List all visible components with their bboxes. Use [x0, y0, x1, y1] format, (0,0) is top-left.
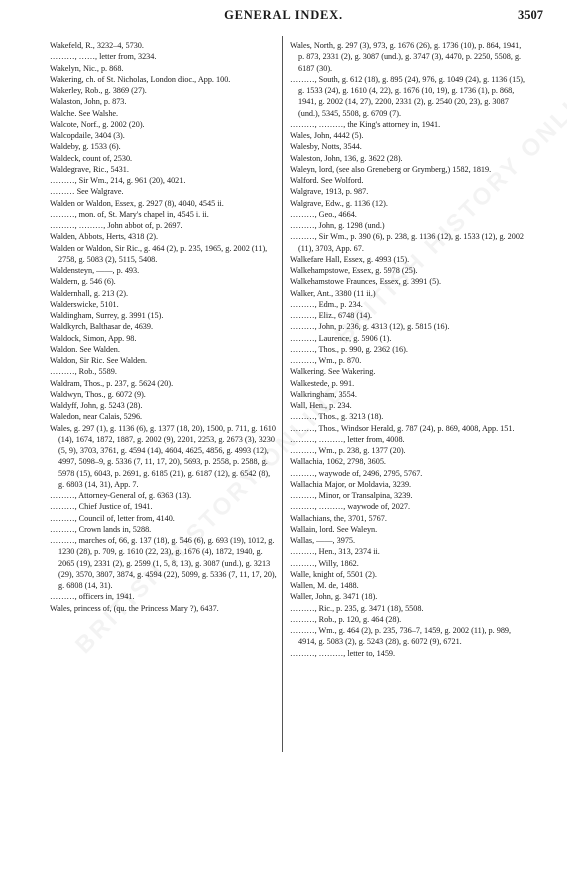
index-entry: Wales, John, 4442 (5). — [290, 131, 364, 140]
index-entry: Waldyff, John, g. 5243 (28). — [50, 401, 143, 410]
index-entry: Walford. See Wolford. — [290, 176, 364, 185]
index-entry: Wallachians, the, 3701, 5767. — [290, 513, 387, 523]
index-entry: Walle, knight of, 5501 (2). — [290, 569, 377, 579]
index-entry: Wakering, ch. of St. Nicholas, London dioc., App. 100. — [50, 74, 231, 84]
index-entry: Waldon, Sir Ric. See Walden. — [50, 356, 147, 365]
index-entry: ………, Crown lands in, 5288. — [50, 524, 152, 534]
index-entry: ………, ……, letter from, 3234. — [50, 52, 157, 62]
index-entry: Walkringham, 3554. — [290, 389, 357, 399]
index-entry: ………, Hen., 313, 2374 ii. — [290, 547, 380, 557]
index-entry: Walkestede, p. 991. — [290, 378, 355, 388]
index-entry: Wallas, ——, 3975. — [290, 536, 356, 545]
index-entry: ………, Sir Wm., p. 390 (6), p. 238, g. 1136 (12), g. 1533 (12), g. 2002 (11), 3703, App. 67. — [290, 232, 525, 253]
index-entry: Waleyn, lord, (see also Greneberg or Grymberg,) 1582, 1819. — [290, 164, 492, 174]
index-entry: ………, marches of, 66, g. 137 (18), g. 546 (6), g. 693 (19), 1012, g. 1230 (28), p. 709, g. 1610 (22, 23), g. 1676 (4), 1872, 1940, g. 2065 (19), 2331 (2), g. 2599 (1, 5, 8, 13), g. 3087 (und.), g. 3213 (29), 3570, 3807, 3874, g. 4594 (22), 5099, g. 5336 (7, 11, 17, 20), g. 6808 (14, 31). — [50, 536, 277, 590]
index-entry: ………, Wm., g. 464 (2), p. 235, 736–7, 1459, g. 2002 (11), p. 989, 4914, g. 5083 (2), g. 5243 (28), g. 6072 (9), 6721. — [290, 626, 512, 647]
index-entry: ………, John, g. 1298 (und.) — [290, 221, 385, 230]
index-entry: Wallen, M. de, 1488. — [290, 581, 359, 590]
index-entry: Walden or Waldon, Sir Ric., g. 464 (2), p. 235, 1965, g. 2002 (11), 2758, g. 5083 (2), 5115, 5408. — [50, 243, 268, 264]
index-entry: Walcote, Norf., g. 2002 (20). — [50, 119, 145, 129]
index-entry: Walkehamstowe Fraunces, Essex, g. 3991 (5). — [290, 277, 441, 287]
index-entry: Wallachia Major, or Moldavia, 3239. — [290, 479, 412, 489]
index-entry: ………, officers in, 1941. — [50, 592, 135, 602]
index-entry: ………, Ric., p. 235, g. 3471 (18), 5508. — [290, 603, 424, 613]
index-entry: Walgrave, 1913, p. 987. — [290, 187, 369, 197]
index-entry: Walgrave, Edw., g. 1136 (12). — [290, 198, 388, 208]
index-entry: Walderswicke, 5101. — [50, 299, 119, 309]
index-entry: ………, Rob., 5589. — [50, 367, 117, 377]
index-entry: Waldock, Simon, App. 98. — [50, 333, 137, 343]
index-entry: ………, Thos., p. 990, g. 2362 (16). — [290, 344, 408, 354]
index-entry: ………, South, g. 612 (18), g. 895 (24), 976, g. 1049 (24), g. 1136 (15), g. 1533 (24), g. 1610 (4, 22), g. 1676 (10, 19), g. 1736 (1), p. 868, 1941, g. 2002 (14, 27), 2200, 2331 (2), g. 2540 (20, 23), g. 3087 (und.), 5345, 5508, g. 6709 (7). — [290, 74, 526, 118]
index-entry: Waldkyrch, Balthasar de, 4639. — [50, 322, 154, 332]
index-entry: Waldensteyn, ——, p. 493. — [50, 266, 140, 275]
index-entry: Walkering. See Wakering. — [290, 367, 376, 377]
page-number: 3507 — [518, 8, 543, 22]
index-entry: Wales, North, g. 297 (3), 973, g. 1676 (26), g. 1736 (10), p. 864, 1941, p. 873, 2331 (2), g. 3087 (und.), g. 3747 (3), 4470, p. 2250, 5508, g. 6187 (30). — [290, 41, 522, 73]
index-entry: ………, ………, the King's attorney in, 1941. — [290, 119, 441, 129]
index-entry: ………, Edm., p. 234. — [290, 299, 363, 309]
index-entry: Waldern, g. 546 (6). — [50, 277, 116, 287]
index-entry: ………, mon. of, St. Mary's chapel in, 4545 i. ii. — [50, 209, 209, 219]
index-entry: Waldeby, g. 1533 (6). — [50, 142, 121, 152]
index-entry: Wall, Hen., p. 234. — [290, 401, 352, 410]
index-entry: ………, ………, letter to, 1459. — [290, 648, 396, 658]
index-entry: Walden, Abbots, Herts, 4318 (2). — [50, 232, 159, 242]
index-entry: Waldwyn, Thos., g. 6072 (9). — [50, 389, 146, 399]
index-entry: Waldon. See Walden. — [50, 344, 120, 354]
index-entry: Walker, Ant., 3380 (11 ii.) — [290, 288, 376, 298]
index-entry: Wakerley, Rob., g. 3869 (27). — [50, 86, 147, 95]
index-entry: Wallachia, 1062, 2798, 3605. — [290, 457, 386, 467]
index-entry: Wales, princess of, (qu. the Princess Mary ?), 6437. — [50, 603, 219, 613]
index-entry: ………, ………, letter from, 4008. — [290, 434, 405, 444]
index-entry: ………, Sir Wm., 214, g. 961 (20), 4021. — [50, 176, 186, 185]
index-entry: ………, Chief Justice of, 1941. — [50, 502, 153, 512]
index-entry: Wales, g. 297 (1), g. 1136 (6), g. 1377 (18, 20), 1500, p. 711, g. 1610 (14), 1674, 1872, 1887, g. 2002 (9), 2201, 2253, g. 2673 (3), 3230 (5, 9), 3703, 3761, g. 4594 (14), 4604, 4625, 4856, g. 4993 (12), 4997, 5098–9, g. 5336 (7, 11, 17, 20), 5693, p. 2558, p. 2588, g. 5978 (15), 6043, p. 2691, g. 6185 (21), g. 6187 (12), g. 6542 (8), g. 6803 (14, 31), App. 7. — [50, 423, 276, 489]
index-entry: Wakelyn, Nic., p. 868. — [50, 63, 124, 73]
index-entry: ………, John, p. 236, g. 4313 (12), g. 5815 (16). — [290, 322, 450, 332]
index-entry: ………, Willy, 1862. — [290, 558, 359, 568]
index-entry: ………, Council of, letter from, 4140. — [50, 513, 175, 523]
index-entry: ………, Thos., Windsor Herald, g. 787 (24), p. 869, 4008, App. 151. — [290, 423, 515, 433]
index-entry: Waller, John, g. 3471 (18). — [290, 592, 378, 602]
page-header — [0, 8, 567, 26]
index-entry: ………, Wm., p. 238, g. 1377 (20). — [290, 446, 406, 455]
index-entry: Wakefeld, R., 3232–4, 5730. — [50, 41, 144, 50]
index-entry: ………, Thos., g. 3213 (18). — [290, 412, 384, 422]
index-entry: ………, ………, waywode of, 2027. — [290, 502, 411, 512]
index-entry: Waldernhall, g. 213 (2). — [50, 288, 129, 298]
index-entry: Waledon, near Calais, 5296. — [50, 412, 143, 422]
index-entry: Walesby, Notts, 3544. — [290, 142, 362, 152]
index-entry: Walden or Waldon, Essex, g. 2927 (8), 4040, 4545 ii. — [50, 198, 224, 208]
index-entry: ………, Wm., p. 870. — [290, 356, 362, 365]
index-entry: ………, waywode of, 2496, 2795, 5767. — [290, 468, 423, 478]
index-entry: ………, ………, John abbot of, p. 2697. — [50, 221, 183, 230]
index-entry: Wallain, lord. See Waleyn. — [290, 524, 378, 534]
index-entry: Waldram, Thos., p. 237, g. 5624 (20). — [50, 378, 174, 388]
index-entry: ………, Eliz., 6748 (14). — [290, 311, 373, 320]
index-entry: Walkehampstowe, Essex, g. 5978 (25). — [290, 266, 418, 275]
index-entry: Waldegrave, Ric., 5431. — [50, 164, 129, 174]
index-entry: Walaston, John, p. 873. — [50, 97, 127, 107]
column-divider — [282, 36, 283, 752]
index-entry: Waldeck, count of, 2530. — [50, 153, 133, 163]
index-column-right — [290, 40, 527, 659]
index-column-left — [50, 40, 278, 614]
page-title: GENERAL INDEX. — [224, 8, 343, 22]
index-entry: Walcopdaile, 3404 (3). — [50, 131, 125, 140]
index-entry: ………, Rob., p. 120, g. 464 (28). — [290, 614, 402, 624]
index-entry: Waldingham, Surrey, g. 3991 (15). — [50, 311, 164, 320]
index-entry: ………, Geo., 4664. — [290, 209, 357, 219]
index-entry: Waleston, John, 136, g. 3622 (28). — [290, 153, 403, 163]
index-entry: ……… See Walgrave. — [50, 187, 124, 197]
index-entry: ………, Laurence, g. 5906 (1). — [290, 333, 392, 343]
index-entry: ………, Attorney-General of, g. 6363 (13). — [50, 491, 192, 500]
index-entry: Walche. See Walshe. — [50, 108, 119, 118]
index-entry: Walkefare Hall, Essex, g. 4993 (15). — [290, 254, 410, 264]
index-entry: ………, Minor, or Transalpina, 3239. — [290, 491, 413, 500]
